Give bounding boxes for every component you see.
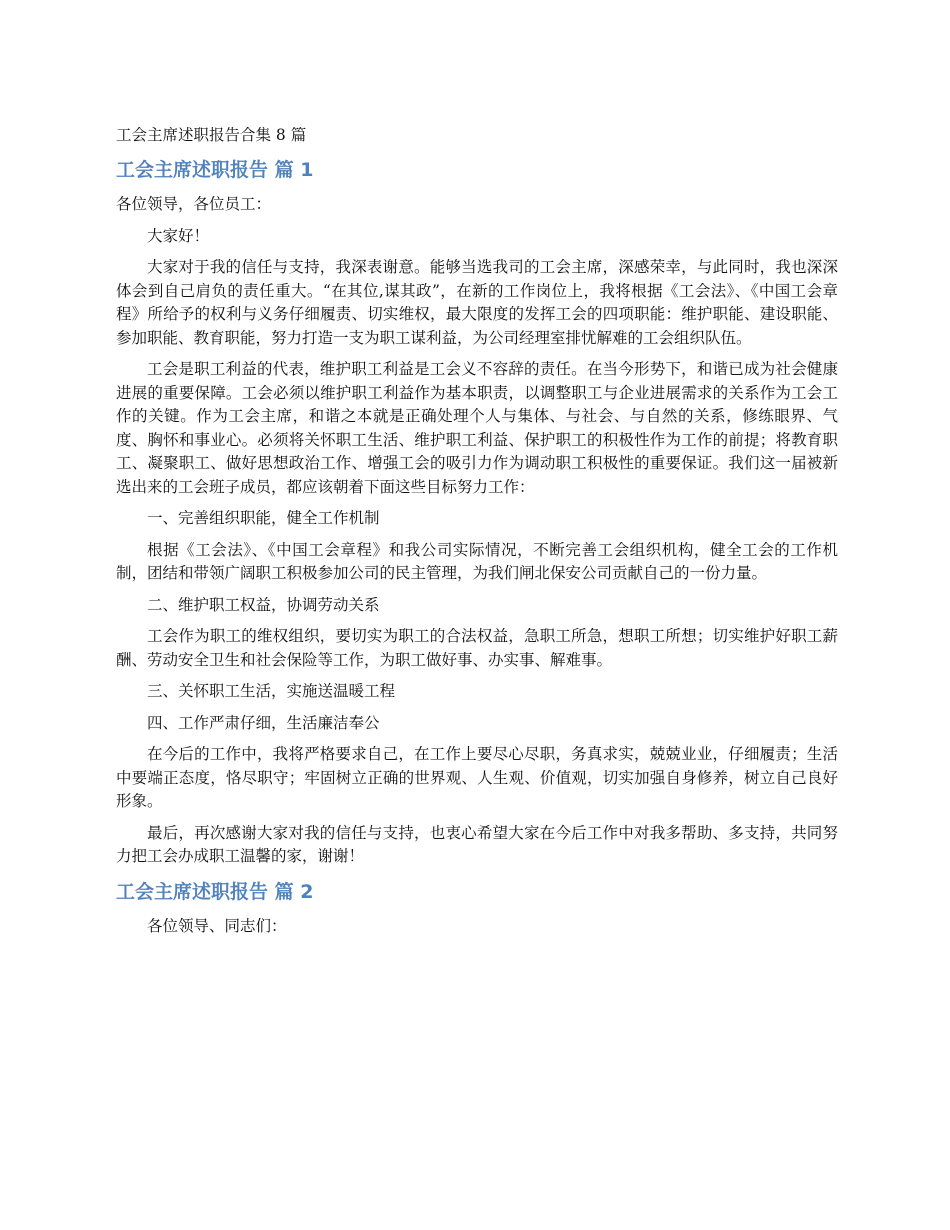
- list-heading: 三、关怀职工生活，实施送温暖工程: [147, 682, 396, 700]
- greeting: 各位领导，各位员工：: [116, 195, 272, 213]
- document-title: 工会主席述职报告合集 8 篇: [116, 126, 307, 144]
- paragraph: 在今后的工作中，我将严格要求自己，在工作上要尽心尽职，务真求实，兢兢业业，仔细履责；生活中要端正态度，恪尽职守；牢固树立正确的世界观、人生观、价值观，切实加强自身修养，树立自己良好形象。: [116, 745, 838, 810]
- paragraph: 工会是职工利益的代表，维护职工利益是工会义不容辞的责任。在当今形势下，和谐已成为社会健康进展的重要保障。工会必须以维护职工利益作为基本职责，以调整职工与企业进展需求的关系作为工会工作的关键。作为工会主席，和谐之本就是正确处理个人与集体、与社会、与自然的关系，修练眼界、气度、胸怀和事业心。必须将关怀职工生活、维护职工利益、保护职工的积极性作为工作的前提；将教育职工、凝聚职工、做好思想政治工作、增强工会的吸引力作为调动职工积极性的重要保证。我们这一届被新选出来的工会班子成员，都应该朝着下面这些目标努力工作：: [116, 360, 838, 496]
- list-heading: 二、维护职工权益，协调劳动关系: [147, 595, 380, 614]
- section-heading-1: 工会主席述职报告 篇 1: [116, 159, 314, 181]
- list-heading: 四、工作严肃仔细，生活廉洁奉公: [147, 713, 380, 732]
- paragraph: 大家好！: [147, 226, 210, 245]
- section-heading-2: 工会主席述职报告 篇 2: [116, 880, 314, 903]
- paragraph: 工会作为职工的维权组织，要切实为职工的合法权益，急职工所急，想职工所想；切实维护好职工薪酬、劳动安全卫生和社会保险等工作，为职工做好事、办实事、解难事。: [116, 627, 838, 669]
- paragraph: 最后，再次感谢大家对我的信任与支持，也衷心希望大家在今后工作中对我多帮助、多支持，共同努力把工会办成职工温馨的家，谢谢！: [116, 823, 838, 865]
- paragraph: 根据《工会法》、《中国工会章程》和我公司实际情况，不断完善工会组织机构，健全工会的工作机制，团结和带领广阔职工积极参加公司的民主管理，为我们闸北保安公司贡献自己的一份力量。: [116, 540, 838, 582]
- list-heading: 一、完善组织职能，健全工作机制: [147, 509, 380, 527]
- paragraph: 大家对于我的信任与支持，我深表谢意。能够当选我司的工会主席，深感荣幸，与此同时，我也深深体会到自己肩负的责任重大。“在其位,谋其政”，在新的工作岗位上，我将根据《工会法》、《中国工会章程》所给予的权利与义务仔细履责、切实维权，最大限度的发挥工会的四项职能：维护职能、建设职能、参加职能、教育职能，努力打造一支为职工谋利益，为公司经理室排忧解难的工会组织队伍。: [116, 258, 838, 347]
- greeting: 各位领导、同志们：: [147, 916, 287, 935]
